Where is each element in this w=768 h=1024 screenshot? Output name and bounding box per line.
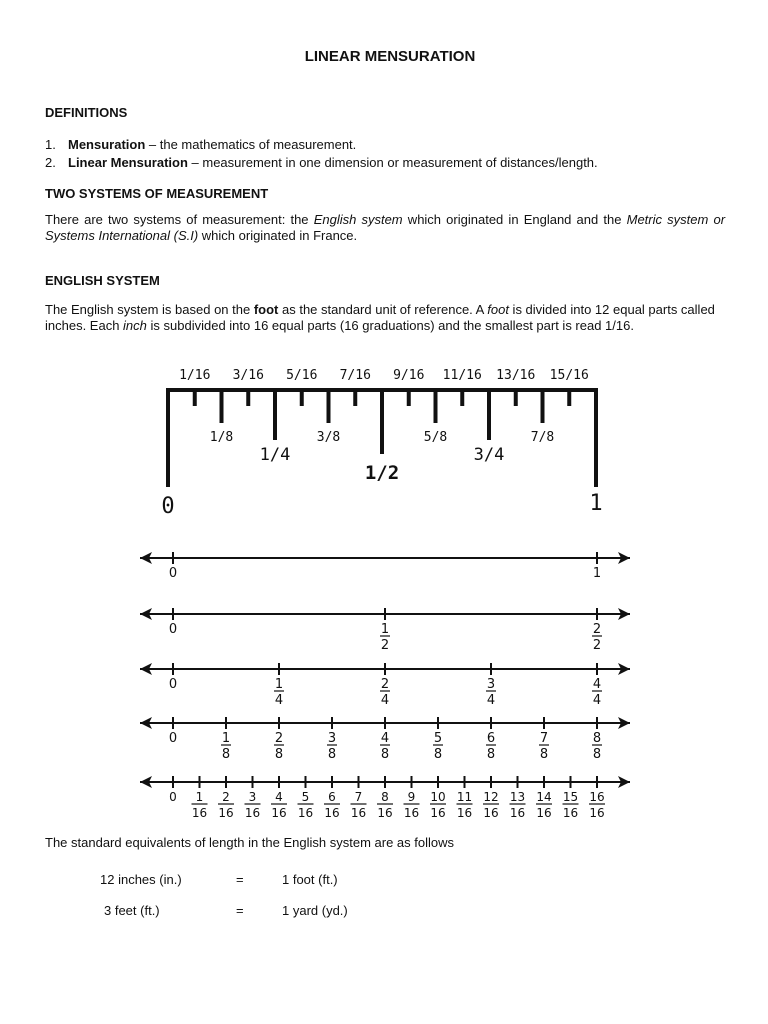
ruler-label-sixteenth: 7/16	[339, 368, 371, 383]
number-line-numerator: 4	[592, 677, 602, 692]
ruler-label-zero: 0	[161, 494, 175, 519]
ruler-tick	[327, 390, 331, 423]
number-line-numerator: 11	[456, 790, 473, 804]
ruler-label-sixteenth: 3/16	[232, 368, 264, 383]
two-systems-paragraph	[45, 212, 725, 244]
ruler-label-sixteenth: 11/16	[442, 368, 482, 383]
number-line-denominator: 16	[483, 806, 499, 820]
definition-item	[45, 155, 598, 170]
number-line	[140, 776, 630, 820]
equivalent-equals: =	[236, 872, 244, 887]
ruler-label-eighth: 1/8	[209, 430, 234, 445]
number-line-denominator: 8	[221, 747, 231, 762]
ruler-label-quarter: 1/4	[259, 445, 291, 465]
english-system-heading: ENGLISH SYSTEM	[45, 273, 160, 288]
number-line-numerator: 2	[592, 622, 602, 637]
definition-text: – measurement in one dimension or measurement of distances/length.	[187, 155, 598, 170]
ruler-label-eighth: 7/8	[530, 430, 555, 445]
number-line-denominator: 16	[456, 806, 473, 820]
number-line-numerator: 1	[221, 731, 231, 746]
ruler-tick	[193, 390, 197, 406]
equivalent-left: 3 feet (ft.)	[104, 903, 160, 918]
equivalent-equals: =	[236, 903, 244, 918]
text-run: is divided into 12 equal parts called inches. Each	[45, 302, 715, 333]
ruler-tick	[380, 390, 384, 454]
number-line-denominator: 16	[562, 806, 579, 820]
number-line-numerator: 0	[168, 677, 178, 692]
text-run-bold: foot	[253, 302, 279, 317]
definitions-heading: DEFINITIONS	[45, 105, 128, 120]
text-run: is subdivided into 16 equal parts (16 graduations) and the smallest part is read 1/16.	[146, 318, 634, 333]
definition-term: Linear Mensuration	[68, 155, 188, 170]
definition-number: 2.	[45, 155, 56, 170]
number-line	[140, 608, 630, 653]
definition-text: – the mathematics of measurement.	[145, 137, 357, 152]
ruler-tick	[353, 390, 357, 406]
number-line-denominator: 16	[244, 806, 261, 820]
number-line-numerator: 13	[509, 790, 526, 804]
number-line-denominator: 16	[403, 806, 420, 820]
ruler-tick	[246, 390, 250, 406]
number-line-denominator: 16	[191, 806, 208, 820]
number-line-denominator: 16	[297, 806, 314, 820]
ruler-label-eighth: 3/8	[316, 430, 341, 445]
number-line-denominator: 4	[592, 693, 602, 708]
number-line-numerator: 3	[486, 677, 496, 692]
number-line-numerator: 8	[381, 790, 389, 804]
english-system-paragraph	[45, 302, 725, 334]
ruler-tick	[407, 390, 411, 406]
number-line-denominator: 8	[433, 747, 443, 762]
number-line-numerator: 15	[562, 790, 579, 804]
number-line-numerator: 6	[328, 790, 336, 804]
number-line-denominator: 8	[486, 747, 496, 762]
number-line-denominator: 4	[486, 693, 496, 708]
number-line-denominator: 4	[274, 693, 284, 708]
number-line-denominator: 16	[271, 806, 287, 820]
number-lines	[0, 540, 768, 820]
ruler-tick	[514, 390, 518, 406]
page-title: LINEAR MENSURATION	[304, 48, 476, 65]
number-line-numerator: 0	[168, 731, 178, 746]
ruler-tick	[594, 390, 598, 487]
ruler-tick	[300, 390, 304, 406]
ruler-tick	[273, 390, 277, 440]
number-line-numerator: 16	[589, 790, 605, 804]
ruler-diagram	[0, 355, 768, 525]
number-line-denominator: 16	[218, 806, 234, 820]
text-run: which originated in England and the	[402, 212, 627, 227]
text-run-italic: inch	[123, 318, 147, 333]
text-run: The English system is based on the	[45, 302, 254, 317]
text-run: There are two systems of measurement: the	[45, 212, 314, 227]
text-run: as the standard unit of reference. A	[278, 302, 488, 317]
ruler-label-sixteenth: 9/16	[393, 368, 425, 383]
ruler-label-one: 1	[589, 491, 603, 516]
ruler-label-sixteenth: 13/16	[496, 368, 536, 383]
number-line-numerator: 3	[248, 790, 257, 804]
number-line-denominator: 16	[350, 806, 367, 820]
ruler-label-sixteenth: 1/16	[179, 368, 211, 383]
number-line-numerator: 2	[380, 677, 390, 692]
ruler-tick	[460, 390, 464, 406]
number-line-numerator: 6	[486, 731, 496, 746]
number-line-numerator: 5	[301, 790, 310, 804]
ruler-label-sixteenth: 5/16	[286, 368, 318, 383]
number-line-numerator: 0	[168, 566, 178, 581]
number-line-numerator: 12	[483, 790, 499, 804]
number-line-denominator: 16	[536, 806, 552, 820]
number-line-numerator: 0	[168, 622, 178, 637]
number-line-denominator: 8	[327, 747, 337, 762]
equivalent-right: 1 foot (ft.)	[282, 872, 338, 887]
equivalent-left: 12 inches (in.)	[100, 872, 182, 887]
number-line-numerator: 5	[433, 731, 443, 746]
number-line-numerator: 1	[592, 566, 602, 581]
number-line	[140, 663, 630, 708]
number-line-numerator: 10	[430, 790, 446, 804]
number-line-numerator: 9	[407, 790, 416, 804]
number-line-denominator: 16	[589, 806, 605, 820]
definition-number: 1.	[45, 137, 56, 152]
number-line	[140, 552, 630, 581]
equivalents-intro: The standard equivalents of length in the English system are as follows	[45, 835, 455, 850]
ruler-label-sixteenth: 15/16	[549, 368, 589, 383]
text-run-italic: English system	[313, 212, 403, 227]
number-line-numerator: 3	[327, 731, 337, 746]
ruler-tick	[567, 390, 571, 406]
text-run-italic: foot	[487, 302, 509, 317]
number-line-numerator: 1	[380, 622, 390, 637]
number-line-numerator: 7	[354, 790, 363, 804]
ruler-tick	[487, 390, 491, 440]
ruler-tick	[434, 390, 438, 423]
number-line-numerator: 2	[222, 790, 230, 804]
number-line-denominator: 8	[274, 747, 284, 762]
number-line-numerator: 1	[274, 677, 284, 692]
number-line-denominator: 8	[380, 747, 390, 762]
ruler-label-half: 1/2	[364, 462, 400, 484]
ruler-tick	[166, 390, 170, 487]
number-line-numerator: 7	[539, 731, 549, 746]
number-line-denominator: 16	[324, 806, 340, 820]
number-line-denominator: 8	[592, 747, 602, 762]
number-line-denominator: 16	[509, 806, 526, 820]
two-systems-heading: TWO SYSTEMS OF MEASUREMENT	[45, 186, 269, 201]
definition-term: Mensuration	[68, 137, 146, 152]
ruler-tick	[220, 390, 224, 423]
number-line-numerator: 2	[274, 731, 284, 746]
number-line-denominator: 16	[430, 806, 446, 820]
definition-item	[45, 137, 356, 152]
equivalent-right: 1 yard (yd.)	[282, 903, 348, 918]
number-line-numerator: 4	[380, 731, 390, 746]
number-line-numerator: 8	[592, 731, 602, 746]
number-line-denominator: 16	[377, 806, 393, 820]
number-line-numerator: 14	[536, 790, 552, 804]
number-line-denominator: 4	[380, 693, 390, 708]
number-line-denominator: 2	[380, 638, 390, 653]
number-line-numerator: 4	[275, 790, 283, 804]
number-line-denominator: 8	[539, 747, 549, 762]
number-line-numerator: 1	[195, 790, 204, 804]
ruler-tick	[541, 390, 545, 423]
ruler-label-quarter: 3/4	[473, 445, 505, 465]
number-line-denominator: 2	[592, 638, 602, 653]
ruler-label-eighth: 5/8	[423, 430, 448, 445]
number-line-numerator: 0	[169, 790, 177, 804]
text-run-italic: Metric system or Systems International (S.I)	[45, 212, 726, 243]
number-line	[140, 717, 630, 762]
text-run: which originated in France.	[198, 228, 358, 243]
